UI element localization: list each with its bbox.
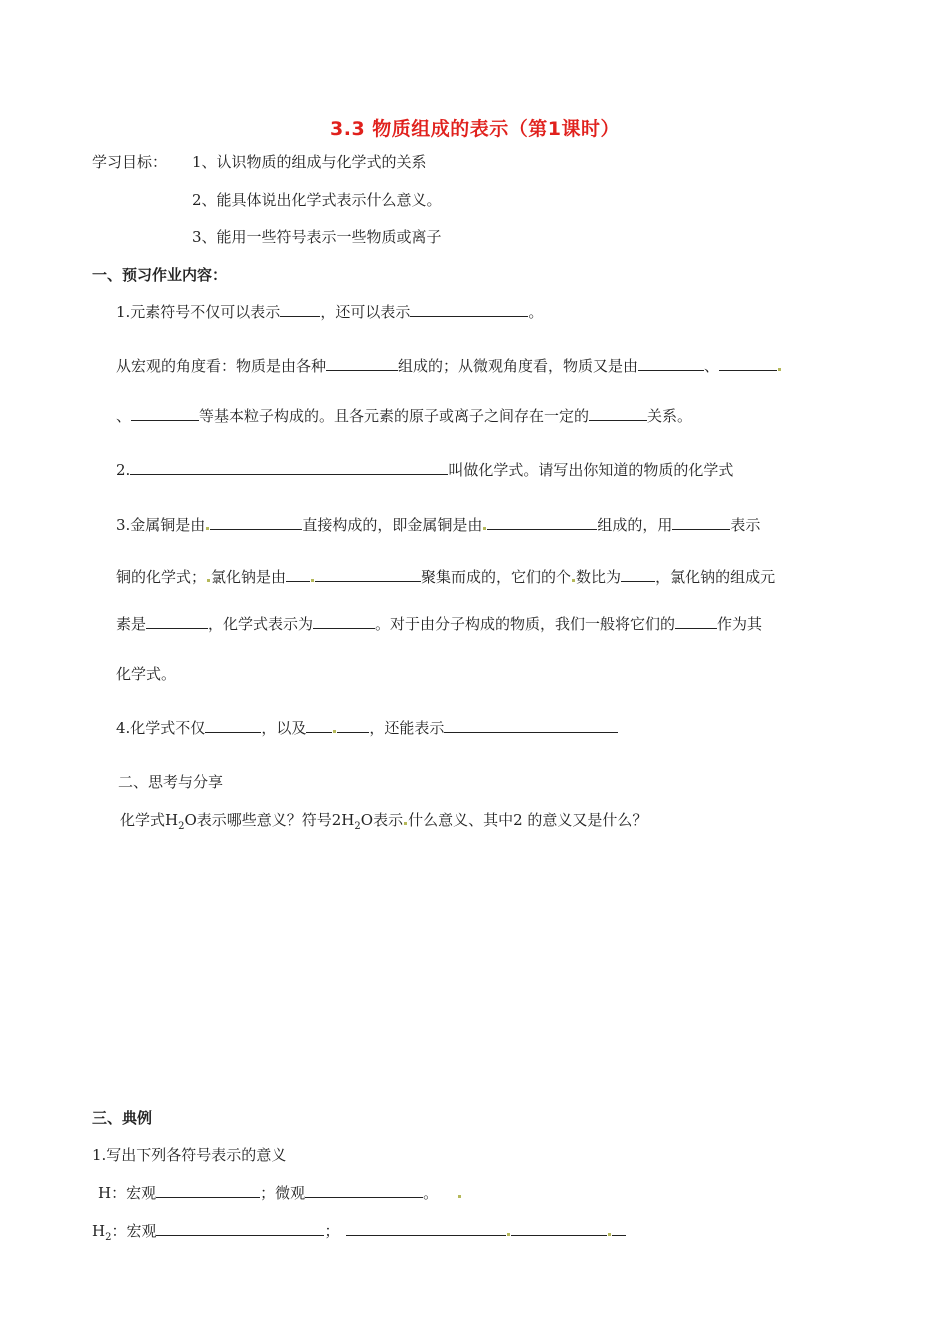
answer-blank[interactable] — [444, 718, 618, 733]
dot-mark — [778, 368, 781, 371]
q-text: O表示哪些意义？符号2H — [184, 811, 355, 829]
answer-blank[interactable] — [146, 614, 208, 629]
subscript: 2 — [178, 821, 185, 832]
answer-blank[interactable] — [313, 614, 375, 629]
answer-blank[interactable] — [130, 460, 448, 475]
q-text: 化学式H — [120, 811, 179, 829]
q2-text: 叫做化学式。请写出你知道的物质的化学式 — [448, 461, 734, 479]
dot-mark — [458, 1195, 461, 1198]
h2-meaning-line — [92, 1221, 626, 1248]
answer-blank[interactable] — [346, 1221, 506, 1236]
q3-text: 组成的，用 — [597, 516, 673, 534]
objective-3: 3、能用一些符号表示一些物质或离子 — [192, 228, 442, 246]
h2-text: ：宏观 — [111, 1222, 157, 1240]
dot-mark — [572, 579, 575, 582]
objective-1: 1、认识物质的组成与化学式的关系 — [192, 153, 427, 171]
q3-text: 氯化钠是由 — [211, 568, 287, 586]
question-2 — [116, 460, 733, 480]
q3-text: 直接构成的，即金属铜是由 — [302, 516, 483, 534]
h2-label: H — [92, 1222, 106, 1240]
question-3-line-4: 化学式。 — [116, 665, 177, 683]
question-1-line-2 — [116, 356, 782, 376]
question-3-line-2 — [116, 567, 775, 587]
q3-text: 素是 — [116, 615, 147, 633]
q1-text: 组成的；从微观角度看，物质又是由 — [398, 357, 639, 375]
dot-mark — [608, 1233, 611, 1236]
q1-text: 1.元素符号不仅可以表示 — [116, 303, 281, 321]
q-text: 什么意义、其中2 的意义又是什么？ — [408, 811, 648, 829]
dot-mark — [507, 1233, 510, 1236]
answer-blank[interactable] — [131, 406, 199, 421]
dot-mark — [207, 579, 210, 582]
q4-text: ，还能表示 — [369, 719, 445, 737]
question-4 — [116, 718, 618, 738]
q3-text: 数比为 — [576, 568, 622, 586]
section1-heading: 一、预习作业内容： — [92, 266, 228, 284]
answer-blank[interactable] — [589, 406, 647, 421]
page-title: 3.3 物质组成的表示（第1课时） — [330, 118, 620, 140]
question-3-line-3 — [116, 614, 762, 634]
objectives-label: 学习目标： — [92, 153, 168, 171]
answer-blank[interactable] — [305, 1183, 423, 1198]
h-label: H：宏观 — [98, 1184, 157, 1202]
subscript: 2 — [354, 821, 361, 832]
q1-text: ，还可以表示 — [320, 303, 411, 321]
answer-blank[interactable] — [306, 718, 332, 733]
answer-blank[interactable] — [675, 614, 717, 629]
answer-blank[interactable] — [326, 356, 398, 371]
h-text: 。 — [423, 1184, 439, 1202]
dot-mark — [333, 730, 336, 733]
h2-text: ； — [324, 1222, 340, 1240]
section2-question — [120, 810, 647, 837]
q1-text: 、 — [116, 407, 132, 425]
q3-text: 铜的化学式； — [116, 568, 207, 586]
q-text: O表示 — [360, 811, 404, 829]
answer-blank[interactable] — [672, 515, 730, 530]
answer-blank[interactable] — [487, 515, 597, 530]
section3-heading: 三、典例 — [92, 1109, 153, 1127]
q3-text: 表示 — [730, 516, 761, 534]
q4-text: 4.化学式不仅 — [116, 719, 206, 737]
answer-blank[interactable] — [156, 1183, 260, 1198]
answer-blank[interactable] — [205, 718, 261, 733]
subscript: 2 — [105, 1232, 112, 1243]
dot-mark — [483, 527, 486, 530]
answer-blank[interactable] — [315, 567, 421, 582]
dot-mark — [206, 527, 209, 530]
answer-blank[interactable] — [156, 1221, 324, 1236]
answer-blank[interactable] — [410, 302, 528, 317]
q3-text: 。对于由分子构成的物质，我们一般将它们的 — [375, 615, 676, 633]
answer-blank[interactable] — [612, 1221, 626, 1236]
q3-text: 作为其 — [717, 615, 763, 633]
q1-text: 。 — [528, 303, 544, 321]
q1-text: 关系。 — [647, 407, 693, 425]
answer-blank[interactable] — [511, 1221, 607, 1236]
answer-blank[interactable] — [210, 515, 302, 530]
q3-text: ，氯化钠的组成元 — [655, 568, 776, 586]
answer-blank[interactable] — [337, 718, 369, 733]
question-1-line-3 — [116, 406, 692, 426]
question-1-line-1 — [116, 302, 543, 322]
section3-question-1: 1.写出下列各符号表示的意义 — [92, 1146, 287, 1164]
h-meaning-line — [98, 1183, 462, 1203]
answer-blank[interactable] — [280, 302, 320, 317]
dot-mark — [404, 822, 407, 825]
question-3-line-1 — [116, 515, 760, 535]
q4-text: ，以及 — [261, 719, 307, 737]
answer-blank[interactable] — [719, 356, 777, 371]
q1-text: 从宏观的角度看：物质是由各种 — [116, 357, 327, 375]
section2-heading: 二、思考与分享 — [118, 773, 224, 791]
answer-blank[interactable] — [638, 356, 704, 371]
h-text: ；微观 — [260, 1184, 306, 1202]
dot-mark — [311, 579, 314, 582]
q3-text: ，化学式表示为 — [208, 615, 314, 633]
answer-blank[interactable] — [621, 567, 655, 582]
q1-text: 等基本粒子构成的。且各元素的原子或离子之间存在一定的 — [199, 407, 590, 425]
objective-2: 2、能具体说出化学式表示什么意义。 — [192, 191, 442, 209]
q2-text: 2. — [116, 461, 131, 479]
q1-text: 、 — [704, 357, 720, 375]
answer-blank[interactable] — [286, 567, 310, 582]
q3-text: 聚集而成的，它们的个 — [421, 568, 572, 586]
q3-text: 3.金属铜是由 — [116, 516, 206, 534]
